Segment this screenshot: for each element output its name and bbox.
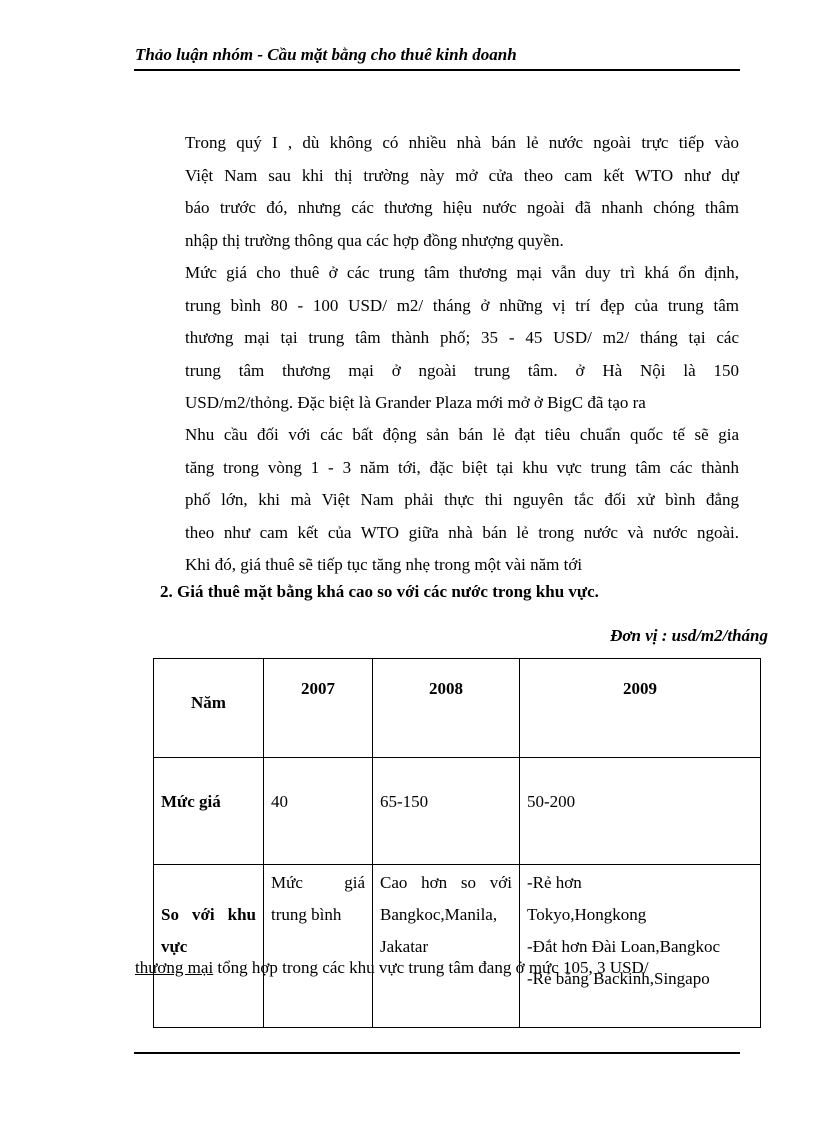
text-line: Khi đó, giá thuê sẽ tiếp tục tăng nhẹ trong một vài năm tới	[185, 555, 583, 574]
text-line: phố lớn, khi mà Việt Nam phải thực thi nguyên tắc đối xử bình đẳng	[185, 490, 739, 509]
compare-line: -Rẻ hơn	[527, 873, 582, 892]
paragraph-demand-outlook	[185, 419, 739, 582]
text-line: theo như cam kết của WTO giữa nhà bán lẻ trong nước và nước ngoài.	[185, 522, 739, 542]
unit-label: Đơn vị : usd/m2/tháng	[610, 626, 768, 645]
year-header-cell: 2008	[373, 659, 520, 758]
section-heading: 2. Giá thuê mặt bằng khá cao so với các nước trong khu vực.	[160, 582, 599, 601]
year-header-cell: 2009	[520, 659, 761, 758]
text-line: trung bình 80 - 100 USD/ m2/ tháng ở những vị trí đẹp của trung tâm	[185, 295, 739, 315]
compare-cell	[264, 865, 373, 1028]
trailing-text-rest: tổng hợp trong các khu vực trung tâm đang ở mức 105, 3 USD/	[213, 958, 649, 977]
table-row	[154, 865, 761, 1028]
compare-row-label	[154, 865, 264, 1028]
text-line: Nhu cầu đối với các bất động sản bán lẻ đạt tiêu chuẩn quốc tế sẽ gia	[185, 425, 739, 444]
footer-divider	[134, 1052, 740, 1054]
text-line: Mức giá cho thuê ở các trung tâm thương mại vẫn duy trì khá ổn định,	[185, 263, 739, 282]
compare-label-line: vực	[161, 937, 188, 956]
compare-line: Jakatar	[380, 937, 429, 956]
table-row	[154, 758, 761, 865]
compare-cell	[373, 865, 520, 1028]
trailing-text	[135, 958, 649, 978]
text-line: báo trước đó, nhưng các thương hiệu nước ngoài đã nhanh chóng thâm	[185, 198, 739, 217]
header-divider	[134, 69, 740, 71]
paragraph-rent-levels	[185, 257, 739, 420]
text-line: tăng trong vòng 1 - 3 năm tới, đặc biệt tại khu vực trung tâm các thành	[185, 457, 739, 477]
paragraph-retail-entry	[185, 127, 739, 257]
compare-line: -Đắt hơn Đài Loan,Bangkoc	[527, 937, 721, 956]
compare-line: Bangkoc,Manila,	[380, 905, 498, 924]
compare-line: Cao hơn so với	[380, 873, 512, 892]
compare-line: trung bình	[271, 905, 342, 924]
page-header-title: Thảo luận nhóm - Cầu mặt bằng cho thuê kinh doanh	[135, 45, 517, 64]
text-line: USD/m2/thỏng. Đặc biệt là Grander Plaza mới mở ở BigC đã tạo ra	[185, 393, 646, 412]
price-cell: 40	[264, 758, 373, 865]
price-cell: 50-200	[520, 758, 761, 865]
text-line: nhập thị trường thông qua các hợp đồng nhượng quyền.	[185, 230, 564, 250]
compare-line: -Rẻ bằng Backinh,Singapo	[527, 969, 710, 988]
year-header-label: Năm	[154, 659, 264, 758]
compare-label-line: So với khu	[161, 905, 256, 924]
text-line: trung tâm thương mại ở ngoài trung tâm. ở Hà Nội là 150	[185, 360, 739, 380]
table-row	[154, 659, 761, 758]
text-line: Việt Nam sau khi thị trường này mở cửa theo cam kết WTO như dự	[185, 165, 739, 185]
compare-cell	[520, 865, 761, 1028]
year-header-cell: 2007	[264, 659, 373, 758]
compare-line: Mức giá	[271, 873, 365, 892]
compare-line: Tokyo,Hongkong	[527, 905, 647, 924]
text-line: Trong quý I , dù không có nhiều nhà bán lẻ nước ngoài trực tiếp vào	[185, 133, 739, 152]
text-line: thương mại tại trung tâm thành phố; 35 - 45 USD/ m2/ tháng tại các	[185, 328, 739, 347]
price-row-label: Mức giá	[154, 758, 264, 865]
price-cell: 65-150	[373, 758, 520, 865]
underlined-link-text: thương mại	[135, 958, 214, 977]
